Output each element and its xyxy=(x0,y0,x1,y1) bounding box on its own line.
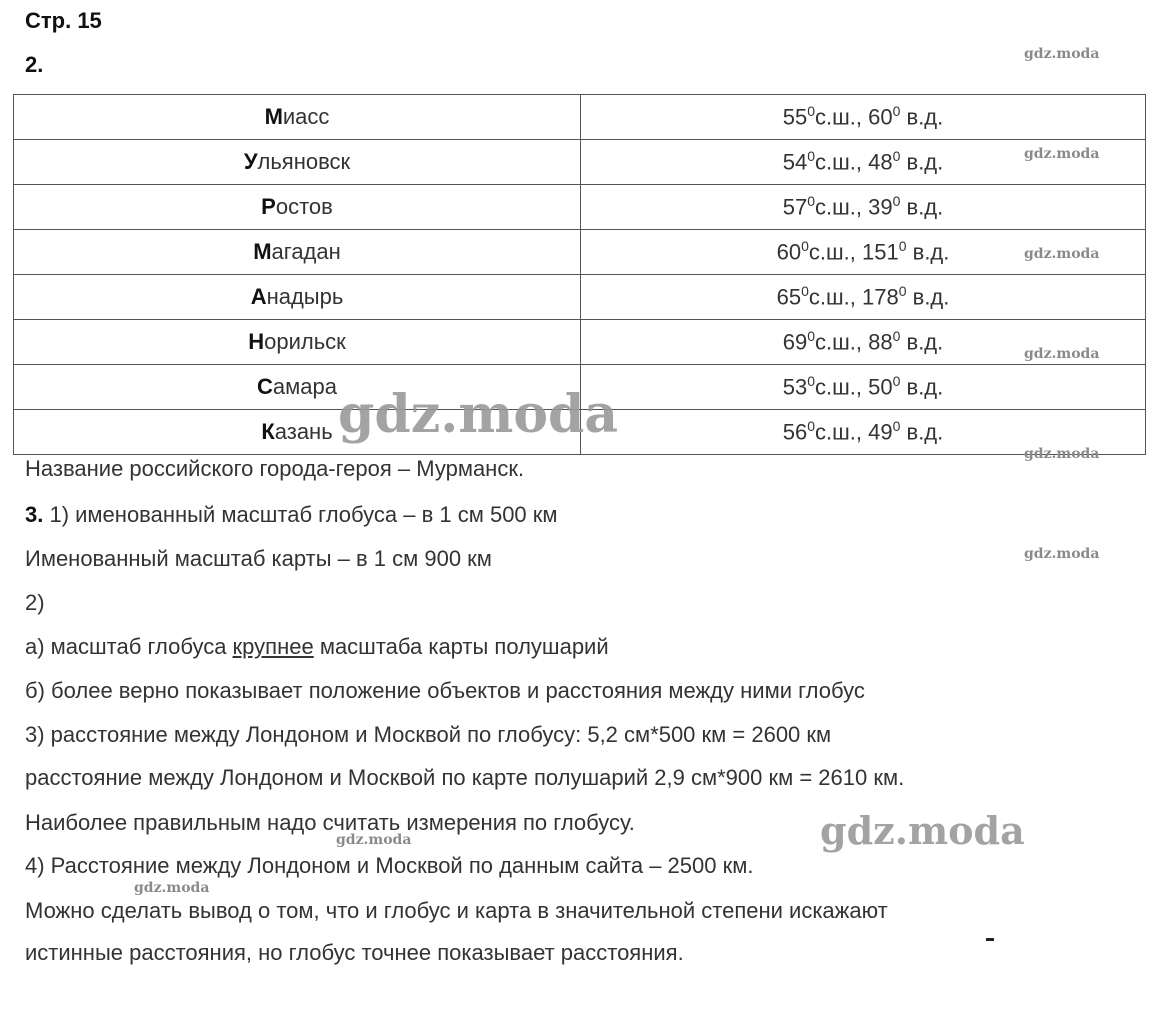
lon-unit: в.д. xyxy=(900,194,944,220)
degree-sign: 0 xyxy=(801,238,809,255)
city-cell xyxy=(14,185,581,230)
city-name-rest: надырь xyxy=(266,284,344,309)
lat-unit: с.ш., xyxy=(815,104,869,130)
city-initial: К xyxy=(261,419,275,444)
s3-line-1 xyxy=(25,502,558,528)
longitude: 60 xyxy=(868,104,893,130)
s3-line-4-post: масштаба карты полушарий xyxy=(313,634,609,659)
city-name-rest: орильск xyxy=(264,329,346,354)
degree-sign: 0 xyxy=(892,328,901,345)
lat-unit: с.ш., xyxy=(808,284,862,310)
degree-sign: 0 xyxy=(892,103,901,120)
lat-unit: с.ш., xyxy=(815,419,869,445)
lon-unit: в.д. xyxy=(900,104,944,130)
coords-cell xyxy=(581,365,1146,410)
city-initial: У xyxy=(243,149,258,174)
latitude: 65 xyxy=(776,284,802,310)
city-initial: А xyxy=(250,284,267,309)
watermark-small: gdz.moda xyxy=(1024,446,1100,462)
s3-line-2: Именованный масштаб карты – в 1 см 900 км xyxy=(25,546,492,571)
degree-sign: 0 xyxy=(898,238,907,255)
city-initial: М xyxy=(264,104,283,129)
lat-unit: с.ш., xyxy=(815,149,869,175)
degree-sign: 0 xyxy=(892,193,901,210)
lat-unit: с.ш., xyxy=(815,329,869,355)
answer-hero-city: Название российского города-героя – Мурманск. xyxy=(25,456,525,481)
s3-line-3: 2) xyxy=(25,590,45,615)
s3-line-1-text: 1) именованный масштаб глобуса – в 1 см 500 км xyxy=(43,502,558,527)
stray-mark xyxy=(986,938,994,941)
latitude: 54 xyxy=(782,149,808,175)
watermark-small: gdz.moda xyxy=(1024,46,1100,62)
city-initial: М xyxy=(253,239,272,264)
watermark-small: gdz.moda xyxy=(1024,246,1100,262)
lat-unit: с.ш., xyxy=(815,194,869,220)
s3-line-5: б) более верно показывает положение объектов и расстояния между ними глобус xyxy=(25,678,865,703)
longitude: 151 xyxy=(862,239,899,265)
city-initial: Р xyxy=(261,194,276,219)
degree-sign: 0 xyxy=(807,148,815,165)
s3-line-10: Можно сделать вывод о том, что и глобус и карта в значительной степени искажают xyxy=(25,898,888,923)
s3-line-8: Наиболее правильным надо считать измерения по глобусу. xyxy=(25,810,635,835)
s3-line-4-pre: а) масштаб глобуса xyxy=(25,634,233,659)
table-row xyxy=(14,275,1146,320)
watermark-small: gdz.moda xyxy=(134,880,210,896)
longitude: 178 xyxy=(862,284,899,310)
degree-sign: 0 xyxy=(892,418,901,435)
longitude: 39 xyxy=(868,194,893,220)
longitude: 49 xyxy=(868,419,893,445)
latitude: 60 xyxy=(776,239,802,265)
watermark-small: gdz.moda xyxy=(1024,546,1100,562)
watermark-small: gdz.moda xyxy=(1024,146,1100,162)
s3-line-9: 4) Расстояние между Лондоном и Москвой по данным сайта – 2500 км. xyxy=(25,853,754,878)
latitude: 57 xyxy=(782,194,808,220)
city-cell xyxy=(14,140,581,185)
coords-cell xyxy=(581,95,1146,140)
city-name-rest: агадан xyxy=(271,239,341,264)
city-cell xyxy=(14,230,581,275)
lon-unit: в.д. xyxy=(900,419,944,445)
watermark-small: gdz.moda xyxy=(336,832,412,848)
latitude: 69 xyxy=(782,329,808,355)
degree-sign: 0 xyxy=(807,328,815,345)
s3-line-6: 3) расстояние между Лондоном и Москвой по глобусу: 5,2 см*500 км = 2600 км xyxy=(25,722,832,747)
lon-unit: в.д. xyxy=(900,374,944,400)
lat-unit: с.ш., xyxy=(808,239,862,265)
city-name-rest: амара xyxy=(272,374,337,399)
coords-cell xyxy=(581,185,1146,230)
latitude: 55 xyxy=(782,104,808,130)
degree-sign: 0 xyxy=(892,373,901,390)
degree-sign: 0 xyxy=(807,373,815,390)
watermark-large: gdz.moda xyxy=(338,384,619,445)
city-initial: Н xyxy=(248,329,265,354)
degree-sign: 0 xyxy=(807,103,815,120)
page-title: Стр. 15 xyxy=(25,8,102,33)
city-name-rest: льяновск xyxy=(257,149,351,174)
s3-line-4-underlined: крупнее xyxy=(232,634,314,659)
city-cell xyxy=(14,320,581,365)
city-cell xyxy=(14,275,581,320)
table-row xyxy=(14,320,1146,365)
lon-unit: в.д. xyxy=(900,149,944,175)
degree-sign: 0 xyxy=(807,418,815,435)
coords-cell xyxy=(581,275,1146,320)
table-row xyxy=(14,140,1146,185)
city-initial: С xyxy=(257,374,273,399)
city-name-rest: иасс xyxy=(282,104,330,129)
watermark-large: gdz.moda xyxy=(820,808,1025,853)
longitude: 50 xyxy=(868,374,893,400)
table-row xyxy=(14,230,1146,275)
degree-sign: 0 xyxy=(892,148,901,165)
longitude: 88 xyxy=(868,329,893,355)
degree-sign: 0 xyxy=(898,283,907,300)
lat-unit: с.ш., xyxy=(815,374,869,400)
section-3-number: 3. xyxy=(25,502,44,527)
lon-unit: в.д. xyxy=(906,284,950,310)
lon-unit: в.д. xyxy=(900,329,944,355)
section-2-number: 2. xyxy=(25,52,44,77)
latitude: 56 xyxy=(782,419,808,445)
longitude: 48 xyxy=(868,149,893,175)
city-name-rest: азань xyxy=(274,419,333,444)
latitude: 53 xyxy=(782,374,808,400)
city-cell xyxy=(14,95,581,140)
watermark-small: gdz.moda xyxy=(1024,346,1100,362)
s3-line-7: расстояние между Лондоном и Москвой по карте полушарий 2,9 см*900 км = 2610 км. xyxy=(25,765,905,790)
s3-line-11: истинные расстояния, но глобус точнее показывает расстояния. xyxy=(25,940,684,965)
s3-line-4 xyxy=(25,634,609,660)
table-row xyxy=(14,95,1146,140)
city-name-rest: остов xyxy=(275,194,333,219)
table-row xyxy=(14,185,1146,230)
degree-sign: 0 xyxy=(801,283,809,300)
lon-unit: в.д. xyxy=(906,239,950,265)
degree-sign: 0 xyxy=(807,193,815,210)
